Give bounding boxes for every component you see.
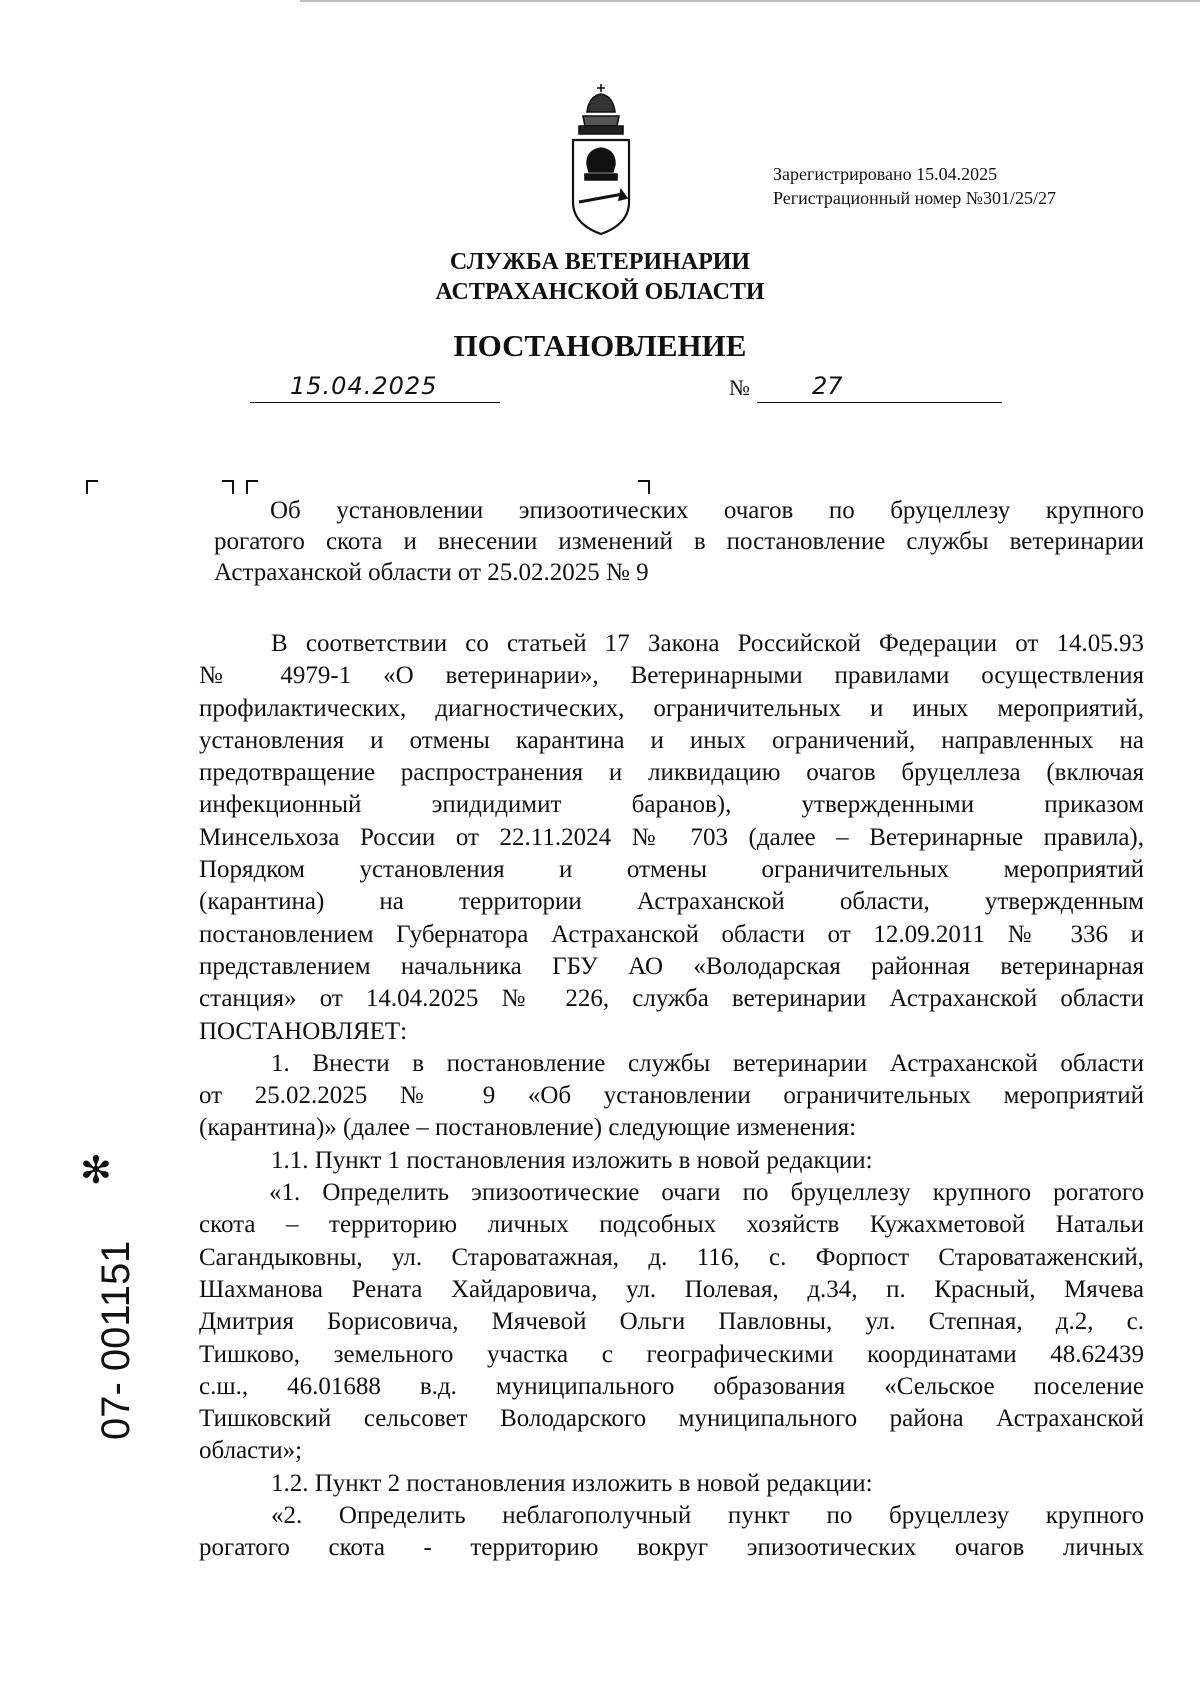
serial-number-text: 07- 001151 [94,1240,138,1440]
corner-mark [638,480,650,494]
body-line: № 4979-1 «О ветеринарии», Ветеринарными правилами осуществления [199,662,1144,690]
document-subject [214,495,1144,588]
subject-line: Об установлении эпизоотических очагов по бруцеллезу крупного [270,497,1144,524]
coat-of-arms-icon [565,82,637,237]
body-line: Порядком установления и отмены ограничительных мероприятий [199,856,1144,884]
body-line: (карантина)» (далее – постановление) следующие изменения: [199,1114,857,1142]
body-line: инфекционный эпидидимит баранов), утвержденными приказом [199,791,1144,819]
body-line: профилактических, диагностических, ограничительных и иных мероприятий, [199,694,1144,722]
body-line: 1. Внести в постановление службы ветеринарии Астраханской области [271,1049,1144,1077]
body-line: рогатого скота - территорию вокруг эпизоотических очагов личных [199,1534,1144,1562]
body-line: 1.2. Пункт 2 постановления изложить в новой редакции: [271,1469,873,1497]
asterisk-mark: ✻ [80,1148,112,1192]
corner-mark [246,480,258,494]
body-line: предотвращение распространения и ликвидацию очагов бруцеллеза (включая [199,759,1144,787]
registration-number: Регистрационный номер №301/25/27 [773,188,1056,208]
body-line: Тишково, земельного участка с географическими координатами 48.62439 [199,1340,1144,1368]
body-line: Шахманова Рената Хайдаровича, ул. Полевая, д.34, п. Красный, Мячева [199,1275,1144,1303]
body-line: (карантина) на территории Астраханской области, утвержденным [199,888,1144,916]
number-field [757,368,1002,403]
body-line: В соответствии со статьей 17 Закона Российской Федерации от 14.05.93 [271,630,1144,657]
body-line: «2. Определить неблагополучный пункт по бруцеллезу крупного [271,1502,1144,1530]
body-line: Тишковский сельсовет Володарского муниципального района Астраханской [199,1405,1144,1433]
corner-mark [86,480,98,494]
body-line: от 25.02.2025 № 9 «Об установлении ограничительных мероприятий [199,1082,1144,1110]
body-line: установления и отмены карантина и иных ограничений, направленных на [199,726,1144,754]
body-line: представлением начальника ГБУ АО «Володарская районная ветеринарная [199,952,1144,980]
document-number: 27 [812,372,843,400]
corner-mark [222,480,234,494]
number-label: № [729,375,750,400]
org-name-line-1: СЛУЖБА ВЕТЕРИНАРИИ [449,249,751,275]
body-line: области»; [199,1437,303,1465]
body-line: постановлением Губернатора Астраханской области от 12.09.2011 № 336 и [199,920,1144,948]
body-line: Дмитрия Борисовича, Мячевой Ольги Павловны, ул. Степная, д.2, с. [199,1308,1144,1336]
date-field [250,368,500,403]
document-type: ПОСТАНОВЛЕНИЕ [453,328,747,363]
body-line: скота – территорию личных подсобных хозяйств Кужахметовой Натальи [199,1211,1144,1239]
body-line: Минсельхоза России от 22.11.2024 № 703 (далее – Ветеринарные правила), [199,823,1144,851]
scan-edge-line [300,0,1200,2]
registration-stamp [773,162,1056,210]
body-line: станция» от 14.04.2025 № 226, служба ветеринарии Астраханской области [199,985,1144,1013]
registration-date: Зарегистрировано 15.04.2025 [773,164,998,184]
body-line: ПОСТАНОВЛЯЕТ: [199,1017,408,1045]
document-date: 15.04.2025 [290,372,438,400]
document-body [199,628,1144,1565]
organization-name [0,247,1200,307]
subject-line: Астраханской области от 25.02.2025 № 9 [214,559,649,586]
body-line: с.ш., 46.01688 в.д. муниципального образования «Сельское поселение [199,1372,1144,1400]
org-name-line-2: АСТРАХАНСКОЙ ОБЛАСТИ [435,279,765,305]
body-line: 1.1. Пункт 1 постановления изложить в новой редакции: [271,1146,873,1174]
subject-line: рогатого скота и внесении изменений в постановление службы ветеринарии [214,528,1144,555]
body-line: Сагандыковны, ул. Староватажная, д. 116, с. Форпост Староватаженский, [199,1243,1144,1271]
body-line: «1. Определить эпизоотические очаги по бруцеллезу крупного рогатого [269,1179,1144,1207]
